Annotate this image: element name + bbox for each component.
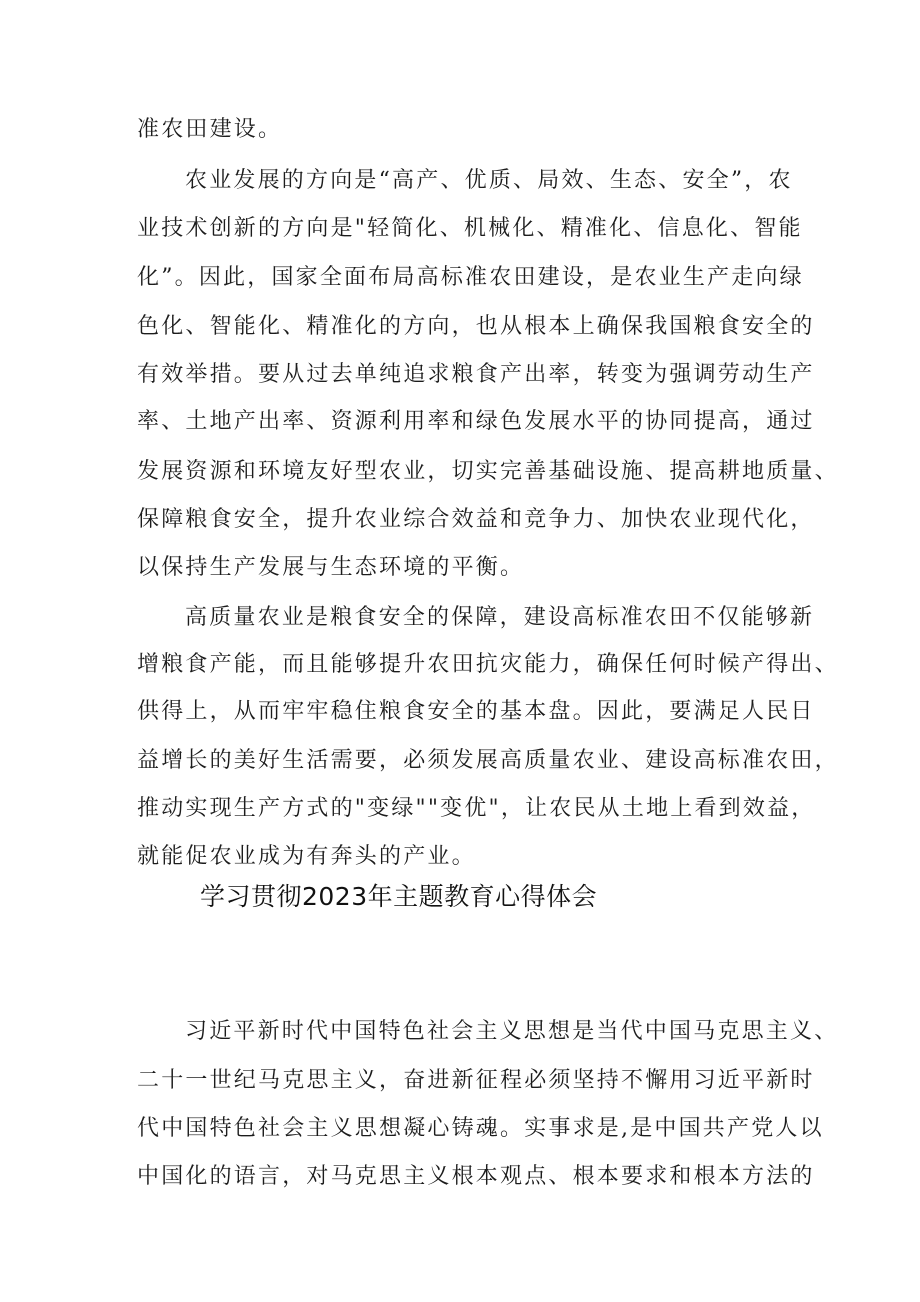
paragraph-line: 有效举措。要从过去单纯追求粮食产出率，转变为强调劳动生产	[137, 362, 815, 387]
paragraph-line: 率、土地产出率、资源利用率和绿色发展水平的协同提高，通过	[137, 409, 815, 434]
paragraph-line: 以保持生产发展与生态环境的平衡。	[137, 555, 525, 580]
paragraph-line: 发展资源和环境友好型农业，切实完善基础设施、提高耕地质量、	[137, 459, 839, 484]
paragraph-line: 高质量农业是粮食安全的保障，建设高标准农田不仅能够新	[185, 605, 815, 630]
paragraph-line: 化”。因此，国家全面布局高标准农田建设，是农业生产走向绿	[137, 265, 804, 290]
paragraph-line: 供得上，从而牢牢稳住粮食安全的基本盘。因此，要满足人民日	[137, 699, 815, 724]
paragraph-line: 准农田建设。	[137, 117, 283, 142]
paragraph-line: 习近平新时代中国特色社会主义思想是当代中国马克思主义、	[185, 1019, 839, 1044]
section-heading: 学习贯彻2023年主题教育心得体会	[200, 882, 598, 911]
paragraph-line: 增粮食产能，而且能够提升农田抗灾能力，确保任何时候产得出、	[137, 652, 839, 677]
paragraph-line: 推动实现生产方式的"变绿""变优"，让农民从土地上看到效益，	[137, 796, 816, 821]
paragraph-line: 二十一世纪马克思主义，奋进新征程必须坚持不懈用习近平新时	[137, 1068, 815, 1093]
paragraph-line: 色化、智能化、精准化的方向，也从根本上确保我国粮食安全的	[137, 314, 815, 339]
paragraph-line: 业技术创新的方向是"轻简化、机械化、精准化、信息化、智能	[137, 216, 803, 241]
paragraph-line: 就能促农业成为有奔头的产业。	[137, 844, 476, 869]
paragraph-line: 代中国特色社会主义思想凝心铸魂。实事求是,是中国共产党人以	[137, 1116, 824, 1141]
paragraph-line: 益增长的美好生活需要，必须发展高质量农业、建设高标准农田，	[137, 748, 839, 773]
paragraph-line: 农业发展的方向是“高产、优质、局效、生态、安全”，农	[185, 168, 793, 193]
paragraph-line: 中国化的语言，对马克思主义根本观点、根本要求和根本方法的	[137, 1164, 815, 1189]
paragraph-line: 保障粮食安全，提升农业综合效益和竞争力、加快农业现代化，	[137, 507, 815, 532]
